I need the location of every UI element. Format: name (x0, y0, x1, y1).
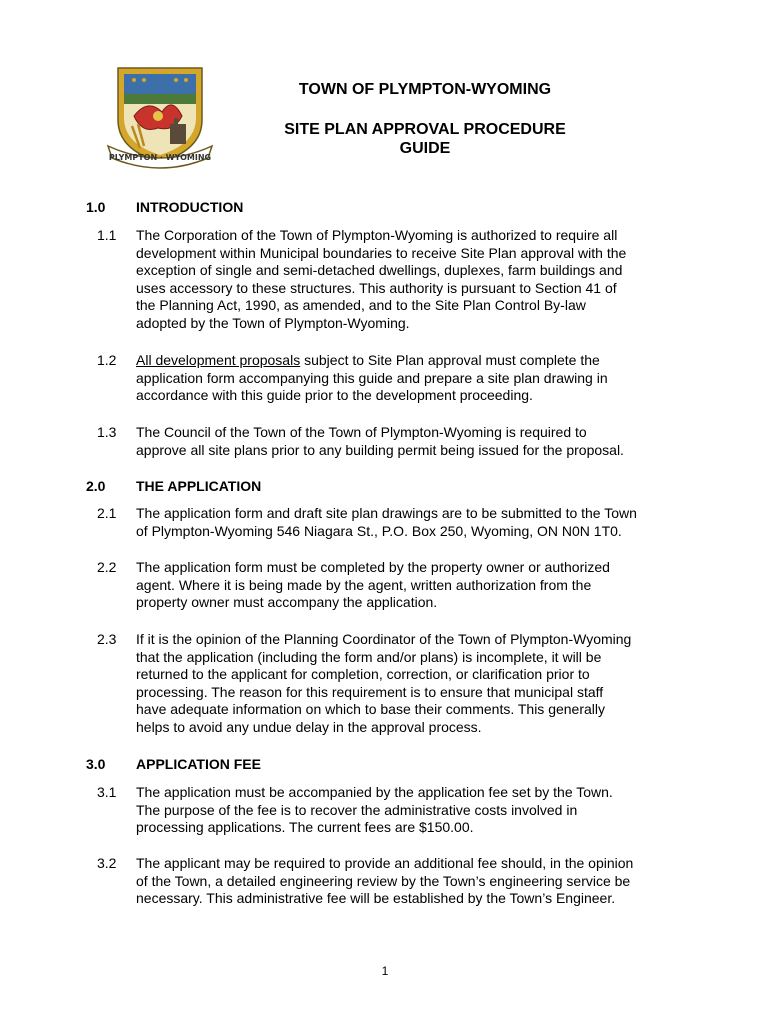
section-number: 1.0 (86, 199, 106, 215)
text-line: The Council of the Town of the Town of Plympton-Wyoming is required to (136, 424, 587, 440)
text-line: The purpose of the fee is to recover the administrative costs involved in (136, 801, 578, 818)
paragraph-number: 1.2 (97, 352, 117, 368)
text-line: The Corporation of the Town of Plympton-Wyoming is authorized to require all (136, 227, 618, 243)
text-line: the Planning Act, 1990, as amended, and to the Site Plan Control By-law (136, 297, 586, 314)
text-line: adopted by the Town of Plympton-Wyoming. (136, 314, 410, 331)
text-line: The applicant may be required to provide an additional fee should, in the opinion (136, 855, 634, 871)
text-line: If it is the opinion of the Planning Coordinator of the Town of Plympton-Wyoming (136, 631, 632, 647)
title-block (240, 80, 610, 158)
section-heading-application (86, 478, 261, 495)
section-heading-application-fee (86, 756, 261, 773)
text-line: processing. The reason for this requirement is to ensure that municipal staff (136, 683, 604, 700)
text-line: necessary. This administrative fee will be established by the Town’s Engineer. (136, 890, 616, 907)
svg-text:PLYMPTON · WYOMING: PLYMPTON · WYOMING (108, 153, 212, 162)
underlined-lead: All development proposals (136, 352, 301, 368)
text-line: that the application (including the form and/or plans) is incomplete, it will be (136, 648, 602, 665)
paragraph-number: 2.1 (97, 505, 117, 521)
paragraph-number: 1.1 (97, 227, 117, 243)
text-line: The application must be accompanied by the application fee set by the Town. (136, 784, 613, 800)
text-line: application form accompanying this guide and prepare a site plan drawing in (136, 369, 608, 386)
section-title: APPLICATION FEE (136, 756, 261, 772)
text-line: accordance with this guide prior to the development proceeding. (136, 387, 533, 404)
text-line: development within Municipal boundaries to receive Site Plan approval with the (136, 244, 627, 261)
paragraph-1-1 (97, 227, 687, 333)
section-number: 2.0 (86, 478, 106, 494)
text-line (136, 352, 687, 370)
section-title: THE APPLICATION (136, 478, 262, 494)
text-line: agent. Where it is being made by the agent, written authorization from the (136, 576, 592, 593)
text-line: of the Town, a detailed engineering review by the Town’s engineering service be (136, 872, 631, 889)
section-heading-introduction (86, 199, 243, 216)
text-line: The application form must be completed by the property owner or authorized (136, 559, 610, 575)
text-line: The application form and draft site plan drawings are to be submitted to the Town (136, 505, 637, 521)
text-line: exception of single and semi-detached dwellings, duplexes, farm buildings and (136, 262, 623, 279)
first-line-rest: subject to Site Plan approval must complete the (300, 352, 600, 368)
paragraph-1-2 (97, 352, 687, 405)
text-line: helps to avoid any undue delay in the approval process. (136, 718, 482, 735)
paragraph-number: 1.3 (97, 424, 117, 440)
text-line: of Plympton-Wyoming 546 Niagara St., P.O. Box 250, Wyoming, ON N0N 1T0. (136, 522, 622, 539)
paragraph-number: 3.2 (97, 855, 117, 871)
paragraph-2-1 (97, 505, 687, 540)
text-line: property owner must accompany the application. (136, 594, 438, 611)
document-title: TOWN OF PLYMPTON-WYOMING (298, 81, 552, 98)
town-crest-icon (104, 58, 216, 176)
document-subtitle-line1: SITE PLAN APPROVAL PROCEDURE (284, 121, 566, 138)
paragraph-3-2 (97, 855, 687, 908)
document-subtitle-line2: GUIDE (399, 140, 451, 157)
paragraph-number: 3.1 (97, 784, 117, 800)
text-line: returned to the applicant for completion, correction, or clarification prior to (136, 666, 590, 683)
page-number: 1 (381, 964, 389, 978)
paragraph-1-3 (97, 424, 687, 459)
text-line: approve all site plans prior to any building permit being issued for the proposal. (136, 441, 624, 458)
text-line: processing applications. The current fees are $150.00. (136, 819, 474, 836)
paragraph-2-2 (97, 559, 687, 612)
paragraph-number: 2.2 (97, 559, 117, 575)
section-title: INTRODUCTION (136, 199, 244, 215)
section-number: 3.0 (86, 756, 106, 772)
paragraph-3-1 (97, 784, 687, 837)
text-line: uses accessory to these structures. This authority is pursuant to Section 41 of (136, 279, 617, 296)
text-line: have adequate information on which to base their comments. This generally (136, 701, 606, 718)
paragraph-2-3 (97, 631, 687, 737)
paragraph-number: 2.3 (97, 631, 117, 647)
